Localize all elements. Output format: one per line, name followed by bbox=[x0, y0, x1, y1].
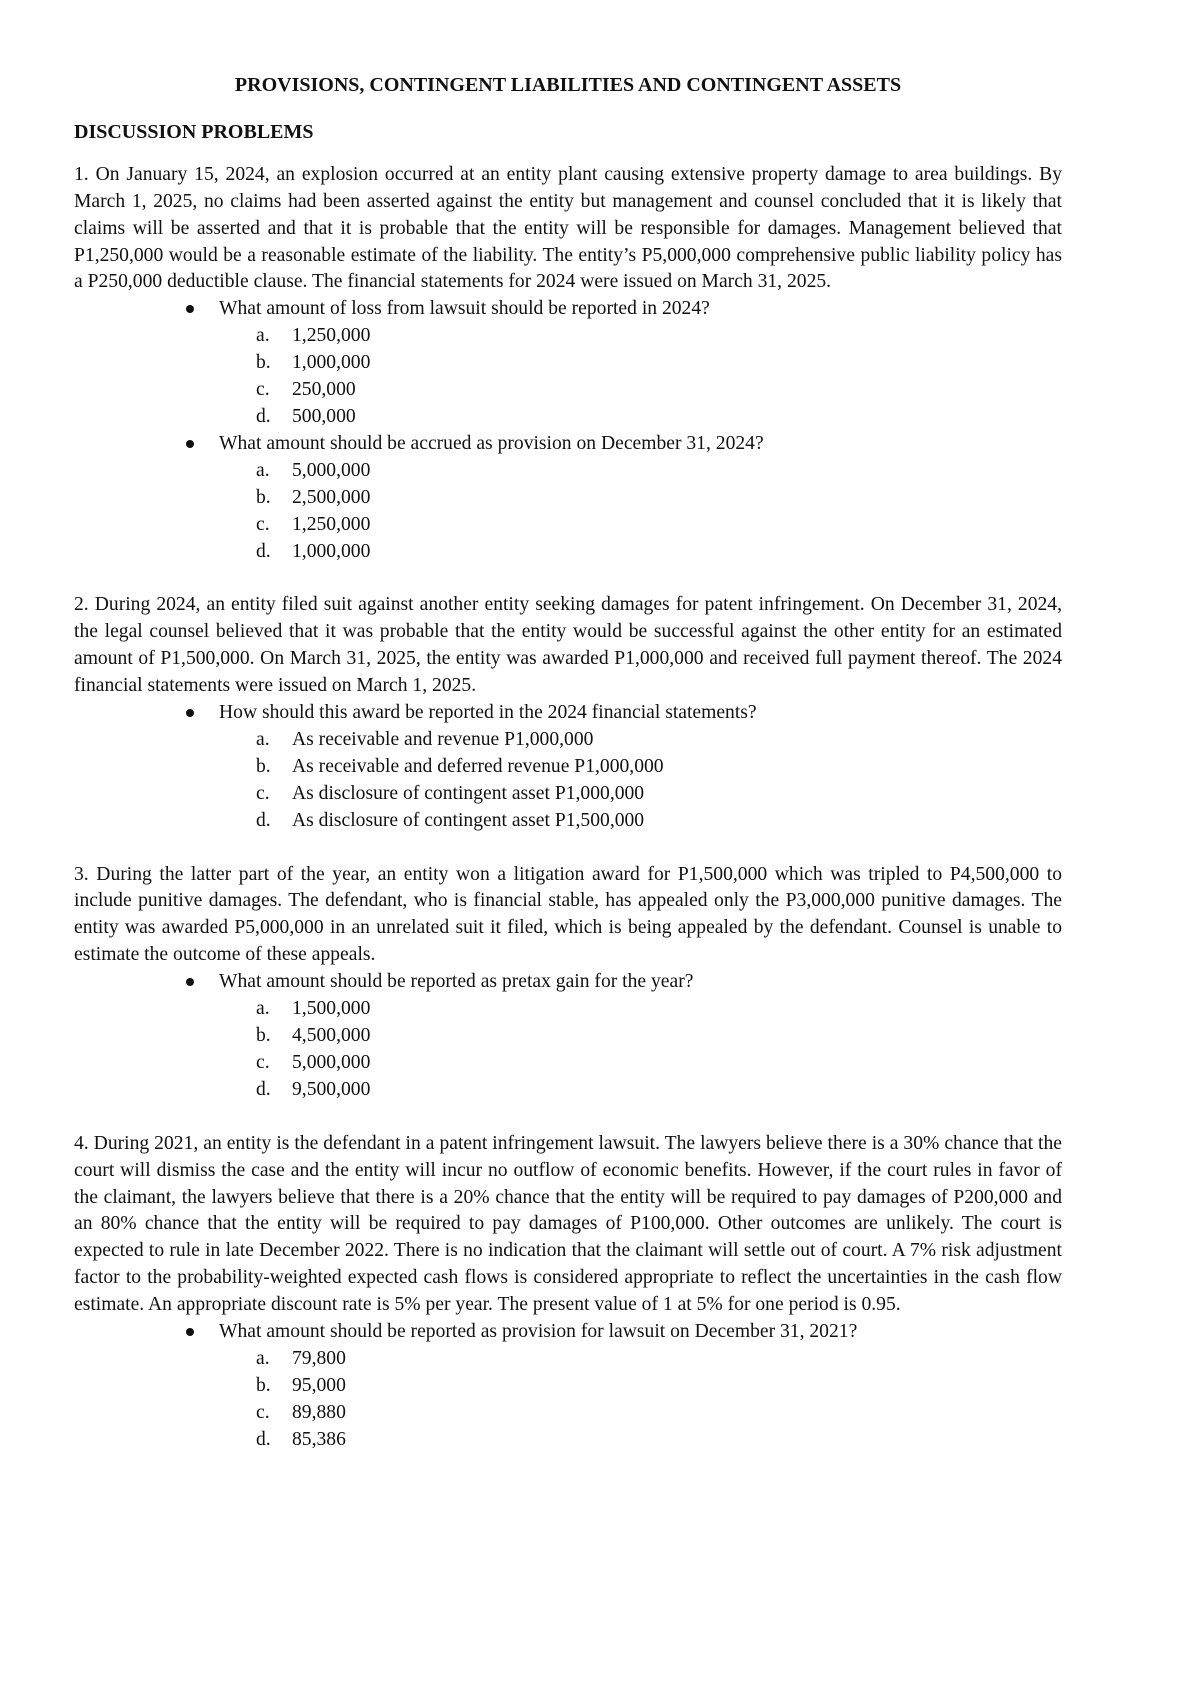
problem-prompt: 1. On January 15, 2024, an explosion occurred at an entity plant causing extensive property damage to area buildings. By March 1, 2025, no claims had been asserted against the entity but management and counsel concluded that it is likely that claims will be asserted and that it is probable that the entity will be responsible for damages. Management believed that P1,250,000 would be a reasonable estimate of the liability. The entity’s P5,000,000 comprehensive public liability policy has a P250,000 deductible clause. The financial statements for 2024 were issued on March 31, 2025. bbox=[74, 163, 1062, 293]
answer-choice bbox=[74, 727, 1062, 754]
choice-letter: c. bbox=[256, 782, 270, 804]
choice-text: 89,880 bbox=[292, 1401, 346, 1423]
choice-letter: c. bbox=[256, 379, 270, 401]
choice-text: 1,500,000 bbox=[292, 998, 371, 1020]
bullet-icon bbox=[186, 440, 194, 448]
answer-choices bbox=[74, 996, 1062, 1104]
choice-letter: a. bbox=[256, 998, 270, 1020]
choice-letter: d. bbox=[256, 1428, 271, 1450]
problems-list bbox=[74, 162, 1062, 1454]
question bbox=[74, 1319, 1062, 1454]
answer-choice bbox=[74, 781, 1062, 808]
problem-prompt: 3. During the latter part of the year, an entity won a litigation award for P1,500,000 which was tripled to P4,500,000 to include punitive damages. The defendant, who is financial stable, has appealed only the P3,000,000 punitive damages. The entity was awarded P5,000,000 in an unrelated suit it filed, which is being appealed by the defendant. Counsel is unable to estimate the outcome of these appeals. bbox=[74, 863, 1062, 966]
answer-choice bbox=[74, 996, 1062, 1023]
answer-choice bbox=[74, 377, 1062, 404]
question-line bbox=[74, 1319, 1062, 1346]
answer-choice bbox=[74, 1050, 1062, 1077]
answer-choice bbox=[74, 485, 1062, 512]
choice-text: 1,250,000 bbox=[292, 513, 371, 535]
question-text: How should this award be reported in the 2024 financial statements? bbox=[219, 702, 757, 724]
question bbox=[74, 431, 1062, 566]
answer-choice bbox=[74, 539, 1062, 566]
choice-letter: d. bbox=[256, 809, 271, 831]
problem-prompt: 4. During 2021, an entity is the defendant in a patent infringement lawsuit. The lawyers believe there is a 30% chance that the court will dismiss the case and the entity will incur no outflow of economic benefits. However, if the court rules in favor of the claimant, the lawyers believe that there is a 20% chance that the entity will be required to pay damages of P200,000 and an 80% chance that the entity will be required to pay damages of P100,000. Other outcomes are unlikely. The court is expected to rule in late December 2022. There is no indication that the claimant will settle out of court. A 7% risk adjustment factor to the probability-weighted expected cash flows is considered appropriate to reflect the uncertainties in the cash flow estimate. An appropriate discount rate is 5% per year. The present value of 1 at 5% for one period is 0.95. bbox=[74, 1132, 1062, 1316]
question-text: What amount of loss from lawsuit should be reported in 2024? bbox=[219, 298, 710, 320]
question-line bbox=[74, 969, 1062, 996]
choice-letter: c. bbox=[256, 1401, 270, 1423]
choice-letter: d. bbox=[256, 540, 271, 562]
choice-text: 4,500,000 bbox=[292, 1025, 371, 1046]
problem-prompt: 2. During 2024, an entity filed suit against another entity seeking damages for patent infringement. On December 31, 2024, the legal counsel believed that it was probable that the entity would be successful against the other entity for an estimated amount of P1,500,000. On March 31, 2025, the entity was awarded P1,000,000 and received full payment thereof. The 2024 financial statements were issued on March 1, 2025. bbox=[74, 594, 1062, 697]
choice-text: 500,000 bbox=[292, 405, 356, 427]
document-title: PROVISIONS, CONTINGENT LIABILITIES AND CONTINGENT ASSETS bbox=[234, 74, 902, 96]
choice-text: 2,500,000 bbox=[292, 486, 371, 508]
choice-letter: b. bbox=[256, 755, 271, 777]
answer-choices bbox=[74, 458, 1062, 566]
answer-choice bbox=[74, 1023, 1062, 1050]
choice-text: As receivable and revenue P1,000,000 bbox=[292, 728, 594, 750]
problem-4 bbox=[74, 1131, 1062, 1454]
answer-choice bbox=[74, 404, 1062, 431]
answer-choice bbox=[74, 1400, 1062, 1427]
answer-choices bbox=[74, 1346, 1062, 1454]
answer-choices bbox=[74, 727, 1062, 835]
choice-text: 5,000,000 bbox=[292, 459, 371, 481]
choice-letter: c. bbox=[256, 1051, 270, 1073]
choice-letter: a. bbox=[256, 459, 270, 481]
answer-choices bbox=[74, 323, 1062, 431]
choice-text: 1,250,000 bbox=[292, 325, 371, 347]
answer-choice bbox=[74, 1346, 1062, 1373]
choice-letter: b. bbox=[256, 486, 271, 508]
choice-text: As receivable and deferred revenue P1,000,000 bbox=[292, 755, 664, 777]
question-text: What amount should be reported as pretax gain for the year? bbox=[219, 971, 694, 993]
choice-letter: a. bbox=[256, 728, 270, 750]
choice-text: 1,000,000 bbox=[292, 352, 371, 374]
question bbox=[74, 296, 1062, 431]
problem-1 bbox=[74, 162, 1062, 566]
choice-text: 1,000,000 bbox=[292, 540, 371, 562]
choice-letter: b. bbox=[256, 352, 271, 374]
question-text: What amount should be accrued as provision on December 31, 2024? bbox=[219, 432, 764, 454]
answer-choice bbox=[74, 754, 1062, 781]
question bbox=[74, 700, 1062, 835]
choice-text: 5,000,000 bbox=[292, 1051, 371, 1073]
bullet-icon bbox=[186, 305, 194, 313]
choice-letter: d. bbox=[256, 1078, 271, 1100]
question-line bbox=[74, 296, 1062, 323]
choice-text: 79,800 bbox=[292, 1347, 346, 1369]
question-line bbox=[74, 431, 1062, 458]
answer-choice bbox=[74, 458, 1062, 485]
answer-choice bbox=[74, 1427, 1062, 1454]
choice-letter: c. bbox=[256, 513, 270, 535]
choice-letter: a. bbox=[256, 325, 270, 347]
answer-choice bbox=[74, 1373, 1062, 1400]
question-text: What amount should be reported as provision for lawsuit on December 31, 2021? bbox=[219, 1321, 858, 1343]
question-line bbox=[74, 700, 1062, 727]
choice-letter: b. bbox=[256, 1025, 271, 1046]
section-heading: DISCUSSION PROBLEMS bbox=[74, 120, 314, 143]
bullet-icon bbox=[186, 709, 194, 717]
problem-2 bbox=[74, 592, 1062, 834]
choice-text: As disclosure of contingent asset P1,000,000 bbox=[292, 782, 645, 804]
answer-choice bbox=[74, 512, 1062, 539]
choice-text: As disclosure of contingent asset P1,500,000 bbox=[292, 809, 645, 831]
answer-choice bbox=[74, 350, 1062, 377]
answer-choice bbox=[74, 323, 1062, 350]
bullet-icon bbox=[186, 978, 194, 986]
problem-3 bbox=[74, 862, 1062, 1104]
choice-text: 9,500,000 bbox=[292, 1078, 371, 1100]
choice-text: 250,000 bbox=[292, 379, 356, 401]
choice-letter: b. bbox=[256, 1374, 271, 1396]
bullet-icon bbox=[186, 1328, 194, 1336]
answer-choice bbox=[74, 1077, 1062, 1104]
choice-text: 85,386 bbox=[292, 1428, 346, 1450]
answer-choice bbox=[74, 808, 1062, 835]
choice-letter: a. bbox=[256, 1347, 270, 1369]
choice-letter: d. bbox=[256, 405, 271, 427]
question bbox=[74, 969, 1062, 1104]
choice-text: 95,000 bbox=[292, 1374, 346, 1396]
